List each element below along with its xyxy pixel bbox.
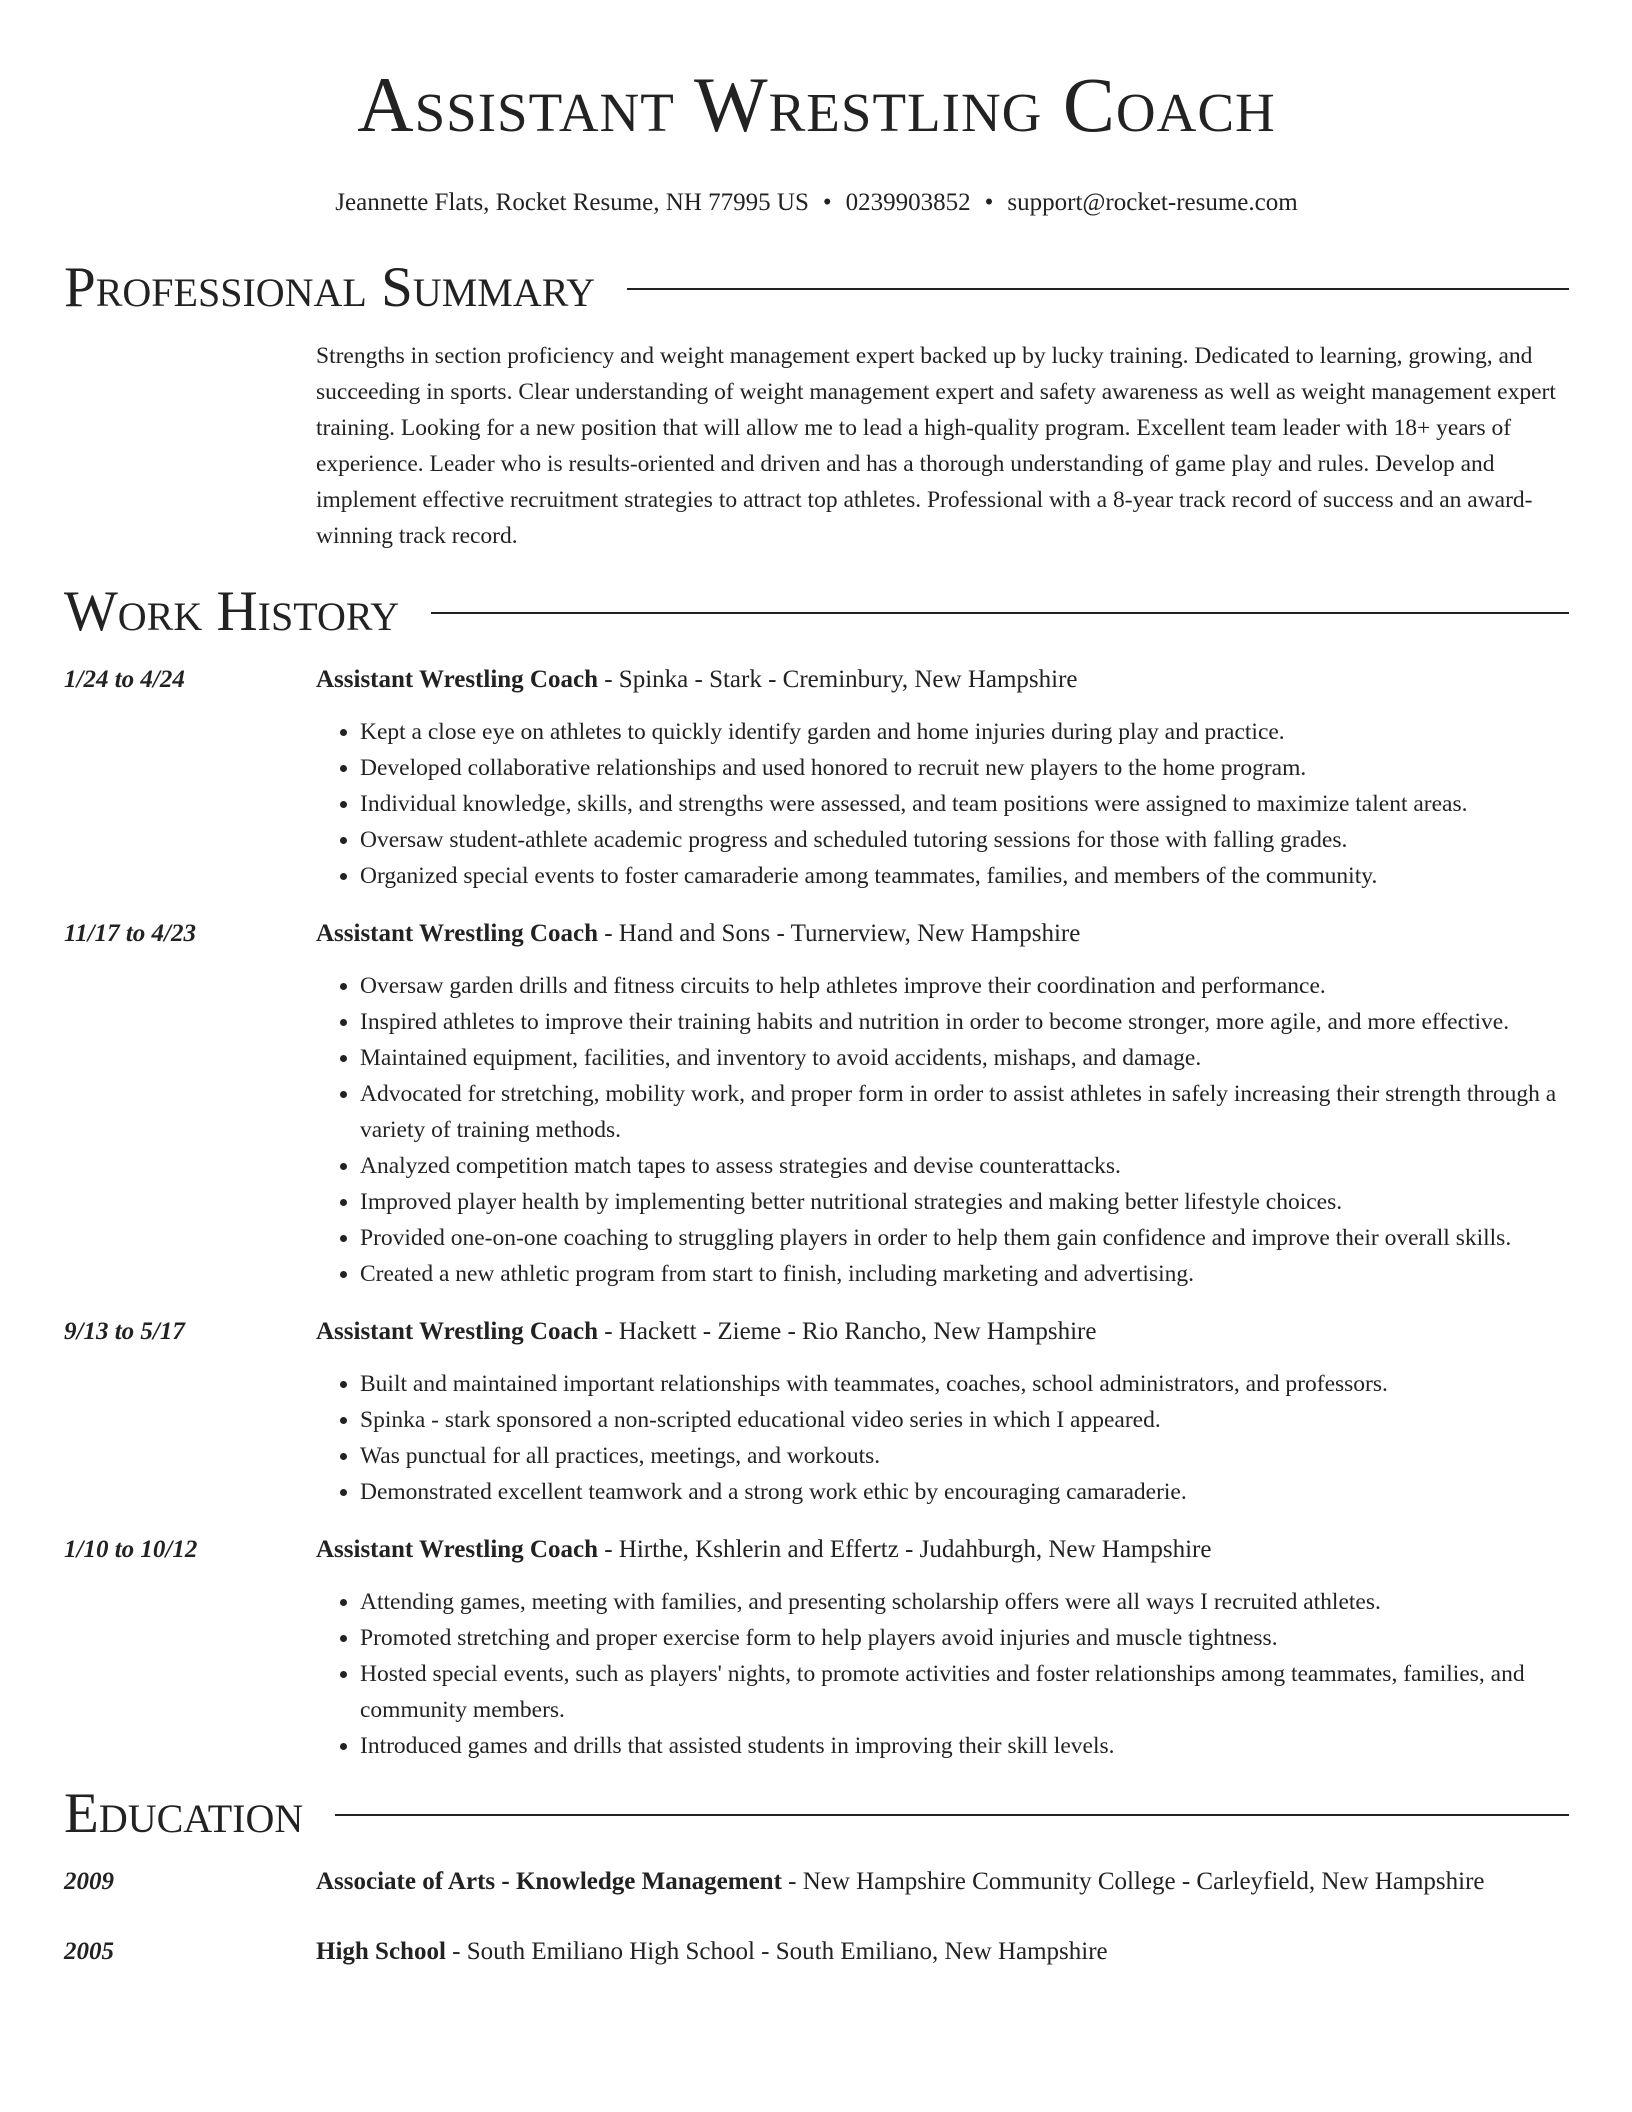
contact-email: support@rocket-resume.com — [1007, 189, 1298, 216]
section-divider — [335, 1814, 1569, 1816]
job-dates: 9/13 to 5/17 — [64, 1318, 185, 1345]
section-divider — [431, 612, 1569, 614]
job-bullet: • Maintained equipment, facilities, and inventory to avoid accidents, mishaps, and damage. — [360, 1040, 1569, 1076]
education-degree: High School — [316, 1938, 446, 1965]
job-details — [316, 1314, 1569, 1510]
job-employer: - Spinka - Stark - Creminbury, New Hampshire — [597, 666, 1078, 693]
job-bullet: • Analyzed competition match tapes to assess strategies and devise counterattacks. — [360, 1148, 1569, 1184]
job-details — [316, 1532, 1569, 1764]
job-bullet: • Spinka - stark sponsored a non-scripted educational video series in which I appeared. — [360, 1402, 1569, 1438]
job-bullet: • Improved player health by implementing better nutritional strategies and making better lifestyle choices. — [360, 1184, 1569, 1220]
job-employer: - Hackett - Zieme - Rio Rancho, New Hampshire — [597, 1318, 1097, 1345]
job-heading — [316, 662, 1569, 698]
job-entry — [64, 1532, 1569, 1764]
job-bullet: • Hosted special events, such as players' nights, to promote activities and foster relationships among teammates, families, and community members. — [360, 1656, 1569, 1728]
job-bullet: • Advocated for stretching, mobility work, and proper form in order to assist athletes in safely increasing their strength through a variety of training methods. — [360, 1076, 1569, 1148]
job-title: Assistant Wrestling Coach — [316, 920, 598, 947]
contact-separator: • — [984, 189, 994, 216]
job-heading — [316, 1314, 1569, 1350]
education-school: - South Emiliano High School - South Emiliano, New Hampshire — [445, 1938, 1108, 1965]
job-title: Assistant Wrestling Coach — [316, 1318, 598, 1345]
job-bullet: • Organized special events to foster camaraderie among teammates, families, and members of the community. — [360, 858, 1569, 894]
job-dates: 1/24 to 4/24 — [64, 666, 185, 693]
job-bullet: • Demonstrated excellent teamwork and a strong work ethic by encouraging camaraderie. — [360, 1474, 1569, 1510]
contact-phone: 0239903852 — [845, 189, 971, 216]
job-bullet: • Kept a close eye on athletes to quickly identify garden and home injuries during play and practice. — [360, 714, 1569, 750]
job-bullet: • Oversaw garden drills and fitness circuits to help athletes improve their coordination and performance. — [360, 968, 1569, 1004]
education-year: 2005 — [64, 1938, 114, 1965]
job-bullets — [316, 1584, 1569, 1764]
job-bullets — [316, 968, 1569, 1292]
education-section-header — [64, 1784, 1569, 1844]
work-section-header — [64, 582, 1569, 642]
job-bullet: • Attending games, meeting with families, and presenting scholarship offers were all ways I recruited athletes. — [360, 1584, 1569, 1620]
education-degree: Associate of Arts - Knowledge Management — [316, 1868, 782, 1895]
job-entry — [64, 916, 1569, 1292]
section-divider — [627, 288, 1569, 290]
summary-text: Strengths in section proficiency and weight management expert backed up by lucky training. Dedicated to learning, growing, and succeeding in sports. Clear understanding of weight management expert and safety awareness as well as weight management expert training. Looking for a new position that will allow me to lead a high-quality program. Excellent team leader with 18+ years of experience. Leader who is results-oriented and driven and has a thorough understanding of game play and rules. Develop and implement effective recruitment strategies to attract top athletes. Professional with a 8-year track record of success and an award-winning track record. — [316, 343, 1556, 549]
job-bullet: • Oversaw student-athlete academic progress and scheduled tutoring sessions for those with falling grades. — [360, 822, 1569, 858]
education-year: 2009 — [64, 1868, 114, 1895]
education-entry — [64, 1864, 1569, 1900]
job-entry — [64, 1314, 1569, 1510]
job-dates: 11/17 to 4/23 — [64, 920, 196, 947]
job-employer: - Hirthe, Kshlerin and Effertz - Judahburgh, New Hampshire — [597, 1536, 1212, 1563]
job-bullet: • Provided one-on-one coaching to struggling players in order to help them gain confidence and improve their overall skills. — [360, 1220, 1569, 1256]
job-heading — [316, 1532, 1569, 1568]
job-bullet: • Was punctual for all practices, meetings, and workouts. — [360, 1438, 1569, 1474]
job-title: Assistant Wrestling Coach — [316, 1536, 598, 1563]
job-details — [316, 662, 1569, 894]
job-employer: - Hand and Sons - Turnerview, New Hampshire — [597, 920, 1081, 947]
job-dates: 1/10 to 10/12 — [64, 1536, 198, 1563]
job-heading — [316, 916, 1569, 952]
job-bullet: • Introduced games and drills that assisted students in improving their skill levels. — [360, 1728, 1569, 1764]
work-heading: Work History — [64, 580, 400, 643]
summary-section-header — [64, 258, 1569, 318]
job-bullets — [316, 1366, 1569, 1510]
job-bullet: • Built and maintained important relationships with teammates, coaches, school administrators, and professors. — [360, 1366, 1569, 1402]
job-details — [316, 916, 1569, 1292]
job-bullet: • Inspired athletes to improve their training habits and nutrition in order to become stronger, more agile, and more effective. — [360, 1004, 1569, 1040]
contact-separator: • — [822, 189, 832, 216]
education-details — [316, 1934, 1569, 1970]
resume-title: Assistant Wrestling Coach — [357, 61, 1276, 148]
summary-heading: Professional Summary — [64, 256, 596, 319]
education-details — [316, 1864, 1569, 1900]
job-bullets — [316, 714, 1569, 894]
job-bullet: • Created a new athletic program from start to finish, including marketing and advertising. — [360, 1256, 1569, 1292]
contact-line — [64, 188, 1569, 218]
job-bullet: • Individual knowledge, skills, and strengths were assessed, and team positions were assigned to maximize talent areas. — [360, 786, 1569, 822]
education-heading: Education — [64, 1782, 304, 1845]
job-title: Assistant Wrestling Coach — [316, 666, 598, 693]
education-entry — [64, 1934, 1569, 1970]
education-school: - New Hampshire Community College - Carleyfield, New Hampshire — [781, 1868, 1485, 1895]
contact-address: Jeannette Flats, Rocket Resume, NH 77995 US — [335, 189, 809, 216]
job-entry — [64, 662, 1569, 894]
job-bullet: • Promoted stretching and proper exercise form to help players avoid injuries and muscle tightness. — [360, 1620, 1569, 1656]
job-bullet: • Developed collaborative relationships and used honored to recruit new players to the home program. — [360, 750, 1569, 786]
